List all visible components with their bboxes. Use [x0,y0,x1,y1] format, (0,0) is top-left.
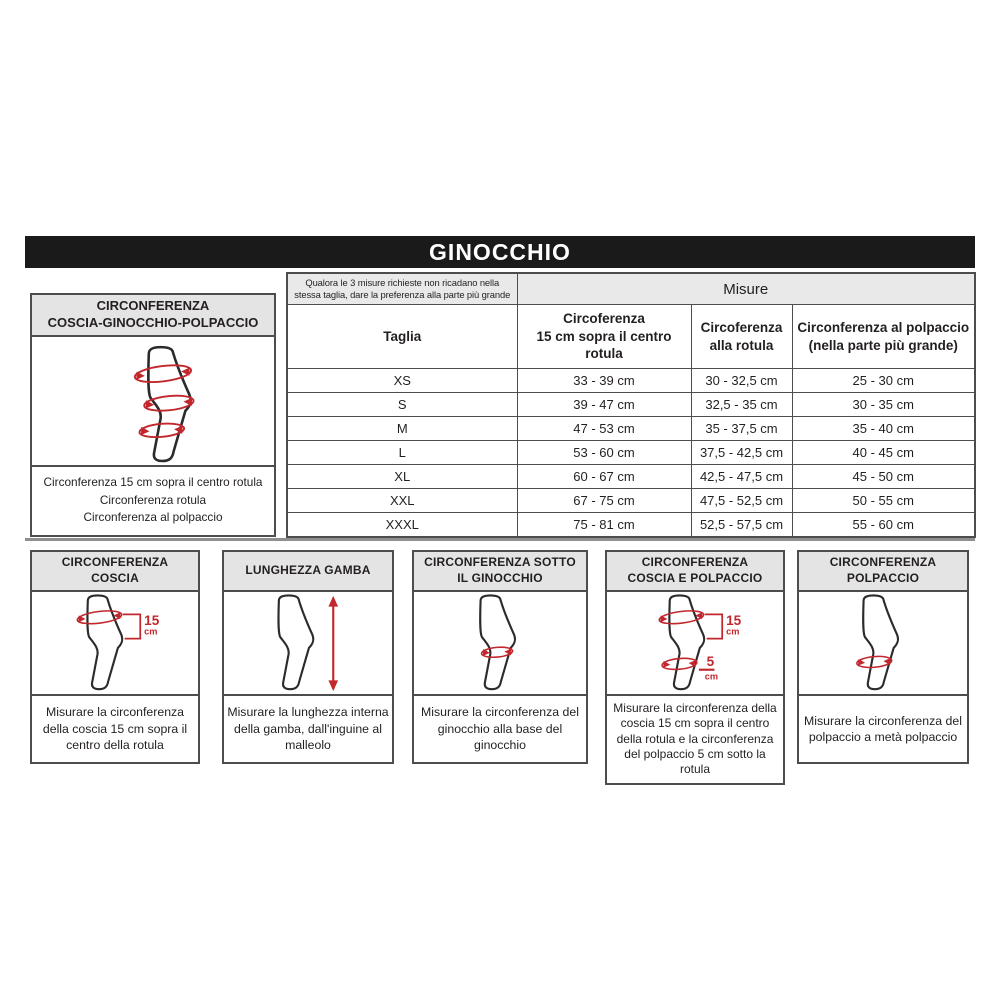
guide-panel-description: Misurare la lunghezza interna della gamba, dall'inguine al malleolo [227,705,389,753]
size-cell: 35 - 40 cm [792,417,975,441]
size-cell: 67 - 75 cm [517,489,691,513]
five-label: 5 [706,653,715,669]
size-cell: 33 - 39 cm [517,369,691,393]
size-row-xxl [287,489,975,513]
leg-illustration-polpaccio [799,592,967,696]
leg-outline-icon [863,595,898,689]
size-cell: M [287,417,517,441]
size-cell: 25 - 30 cm [792,369,975,393]
size-cell: 47,5 - 52,5 cm [691,489,792,513]
size-cell: 50 - 55 cm [792,489,975,513]
size-row-l [287,441,975,465]
size-cell: 40 - 45 cm [792,441,975,465]
guide-panel-description: Misurare la circonferenza del ginocchio alla base del ginocchio [421,705,579,753]
size-cell: 53 - 60 cm [517,441,691,465]
leg-three-rings-illustration [32,337,274,465]
cm-label: cm [144,626,158,637]
guide-panel-title: CIRCONFERENZA POLPACCIO [799,552,967,592]
summary-panel-title [32,295,274,337]
leg-below-knee-ring-illustration [414,592,586,694]
guide-panel-lunghezza [222,550,394,764]
size-cell: 42,5 - 47,5 cm [691,465,792,489]
leg-outline-icon [278,595,313,689]
leg-two-rings-illustration [607,592,783,694]
measures-group-header: Misure [517,273,975,305]
guide-panel-title: LUNGHEZZA GAMBA [224,552,392,592]
size-row-s [287,393,975,417]
size-cell: 47 - 53 cm [517,417,691,441]
column-header-taglia: Taglia [287,305,517,369]
guide-panel-coscia [30,550,200,764]
measure-line: Circonferenza 15 cm sopra il centro rotula [43,475,263,489]
guide-panel-polpaccio [797,550,969,764]
guide-panel-title: CIRCONFERENZA COSCIA E POLPACCIO [607,552,783,592]
fifteen-cm-bracket-icon [705,614,722,638]
leg-outline-icon [148,347,190,461]
size-cell: 52,5 - 57,5 cm [691,513,792,538]
circumference-summary-panel [30,293,276,537]
size-note: Qualora le 3 misure richieste non ricadano nella stessa taglia, dare la preferenza alla parte più grande [287,273,517,305]
fifteen-label: 15 [726,613,742,629]
section-header-bar [25,236,975,268]
guide-panel-description: Misurare la circonferenza del polpaccio a metà polpaccio [804,713,962,744]
leg-outline-icon [87,595,122,689]
leg-calf-ring-illustration [799,592,967,694]
size-cell: 60 - 67 cm [517,465,691,489]
cm-label: cm [704,671,719,682]
guide-panel-description: Misurare la circonferenza della coscia 15 cm sopra il centro della rotula e la circonferenza del polpaccio 5 cm sotto la rotula [613,701,777,777]
size-table [286,272,976,538]
column-header-polpaccio: Circonferenza al polpaccio (nella parte più grande) [792,305,975,369]
size-cell: 35 - 37,5 cm [691,417,792,441]
column-header-sopra-rotula: Circoferenza 15 cm sopra il centro rotula [517,305,691,369]
measure-line: Circonferenza al polpaccio [83,510,223,525]
size-row-m [287,417,975,441]
leg-outline-icon [669,595,704,689]
guide-panel-description: Misurare la circonferenza della coscia 15 cm sopra il centro della rotula [42,705,188,753]
guide-panel-title: CIRCONFERENZA SOTTO IL GINOCCHIO [414,552,586,592]
table-note-row [287,273,975,305]
summary-title-line: CIRCONFERENZA [96,298,210,314]
size-cell: XXL [287,489,517,513]
measure-line: Circonferenza rotula [99,492,207,507]
size-cell: L [287,441,517,465]
leg-length-arrow-illustration [224,592,392,694]
size-cell: XL [287,465,517,489]
fifteen-cm-bracket-icon [123,614,140,638]
table-header-row [287,305,975,369]
guide-panel-coscia-polpaccio [605,550,785,785]
page-title: GINOCCHIO [429,238,571,265]
section-divider [25,538,975,541]
leg-illustration-coscia-polpaccio [607,592,783,696]
size-cell: XS [287,369,517,393]
leg-illustration-lunghezza [224,592,392,696]
length-double-arrow-icon [328,596,338,691]
size-cell: XXXL [287,513,517,538]
size-row-xxxl [287,513,975,538]
leg-outline-icon [480,595,515,689]
size-cell: 30 - 32,5 cm [691,369,792,393]
leg-illustration-coscia [32,592,198,696]
size-cell: 37,5 - 42,5 cm [691,441,792,465]
fifteen-label: 15 [144,613,160,629]
size-cell: S [287,393,517,417]
size-cell: 75 - 81 cm [517,513,691,538]
size-row-xs [287,369,975,393]
leg-illustration-sotto-ginocchio [414,592,586,696]
guide-panel-title: CIRCONFERENZA COSCIA [32,552,198,592]
summary-title-line: COSCIA-GINOCCHIO-POLPACCIO [47,315,259,330]
size-cell: 45 - 50 cm [792,465,975,489]
summary-measure-lines [32,467,274,535]
column-header-rotula: Circoferenza alla rotula [691,305,792,369]
size-row-xl [287,465,975,489]
size-cell: 39 - 47 cm [517,393,691,417]
cm-label: cm [726,626,740,637]
guide-panel-sotto-ginocchio [412,550,588,764]
leg-illustration-main [32,337,274,467]
size-cell: 55 - 60 cm [792,513,975,538]
leg-thigh-ring-illustration [32,592,198,694]
size-cell: 30 - 35 cm [792,393,975,417]
size-cell: 32,5 - 35 cm [691,393,792,417]
